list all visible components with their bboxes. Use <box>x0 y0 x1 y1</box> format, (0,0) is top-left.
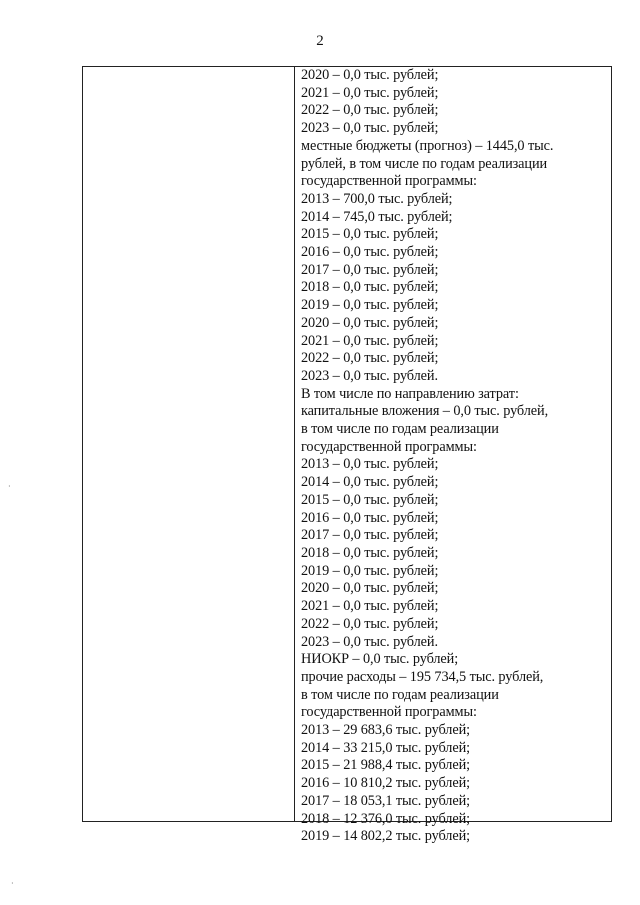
funding-text-line: 2019 – 14 802,2 тыс. рублей; <box>301 828 470 845</box>
funding-text-line: 2013 – 700,0 тыс. рублей; <box>301 190 453 207</box>
funding-text-line: 2021 – 0,0 тыс. рублей; <box>301 332 439 349</box>
funding-text-line: 2017 – 18 053,1 тыс. рублей; <box>301 792 470 809</box>
table-left-cell <box>83 67 295 821</box>
table-right-cell <box>295 67 611 845</box>
page-number: 2 <box>316 33 324 49</box>
funding-text-line: 2022 – 0,0 тыс. рублей; <box>301 102 439 119</box>
funding-text-line: 2023 – 0,0 тыс. рублей. <box>301 367 438 384</box>
funding-text-line: 2016 – 0,0 тыс. рублей; <box>301 509 439 526</box>
funding-text-line: 2020 – 0,0 тыс. рублей; <box>301 67 439 83</box>
funding-text-line: рублей, в том числе по годам реализации <box>301 155 548 172</box>
funding-text-line: 2019 – 0,0 тыс. рублей; <box>301 297 439 314</box>
funding-text-line: 2015 – 0,0 тыс. рублей; <box>301 226 439 243</box>
funding-text-line: 2015 – 21 988,4 тыс. рублей; <box>301 757 470 774</box>
funding-text-line: местные бюджеты (прогноз) – 1445,0 тыс. <box>301 137 554 154</box>
funding-text-line: государственной программы: <box>301 704 477 721</box>
funding-text-line: 2018 – 0,0 тыс. рублей; <box>301 279 439 296</box>
funding-text-line: в том числе по годам реализации <box>301 421 499 438</box>
funding-text-line: 2016 – 0,0 тыс. рублей; <box>301 244 439 261</box>
funding-text-line: В том числе по направлению затрат: <box>301 385 519 402</box>
funding-text-line: 2020 – 0,0 тыс. рублей; <box>301 314 439 331</box>
funding-text-line: 2022 – 0,0 тыс. рублей; <box>301 350 439 367</box>
funding-text-line: 2018 – 12 376,0 тыс. рублей; <box>301 810 470 827</box>
funding-text-line: 2018 – 0,0 тыс. рублей; <box>301 544 439 561</box>
funding-text-line: 2017 – 0,0 тыс. рублей; <box>301 261 439 278</box>
funding-text-line: 2021 – 0,0 тыс. рублей; <box>301 84 439 101</box>
funding-text-line: НИОКР – 0,0 тыс. рублей; <box>301 651 459 668</box>
funding-text-line: 2023 – 0,0 тыс. рублей; <box>301 120 439 137</box>
funding-text-line: 2019 – 0,0 тыс. рублей; <box>301 562 439 579</box>
funding-text-line: 2013 – 0,0 тыс. рублей; <box>301 456 439 473</box>
funding-text-line: капитальные вложения – 0,0 тыс. рублей, <box>301 403 549 420</box>
scan-speck: · <box>8 482 11 491</box>
funding-text-line: 2021 – 0,0 тыс. рублей; <box>301 598 439 615</box>
funding-text-line: 2014 – 0,0 тыс. рублей; <box>301 474 439 491</box>
funding-text-line: 2023 – 0,0 тыс. рублей. <box>301 633 438 650</box>
funding-text-line: 2014 – 33 215,0 тыс. рублей; <box>301 739 470 756</box>
funding-text-line: государственной программы: <box>301 438 477 455</box>
funding-text-line: государственной программы: <box>301 173 477 190</box>
funding-text-line: 2015 – 0,0 тыс. рублей; <box>301 491 439 508</box>
funding-text-line: 2014 – 745,0 тыс. рублей; <box>301 208 453 225</box>
funding-text-line: 2017 – 0,0 тыс. рублей; <box>301 527 439 544</box>
funding-text-line: 2022 – 0,0 тыс. рублей; <box>301 615 439 632</box>
funding-text-line: прочие расходы – 195 734,5 тыс. рублей, <box>301 668 544 685</box>
funding-text-line: 2020 – 0,0 тыс. рублей; <box>301 580 439 597</box>
funding-text-line: в том числе по годам реализации <box>301 686 499 703</box>
funding-text-line: 2013 – 29 683,6 тыс. рублей; <box>301 722 470 739</box>
program-funding-table <box>82 66 612 845</box>
scan-speck: · <box>11 879 14 888</box>
funding-text-line: 2016 – 10 810,2 тыс. рублей; <box>301 775 470 792</box>
